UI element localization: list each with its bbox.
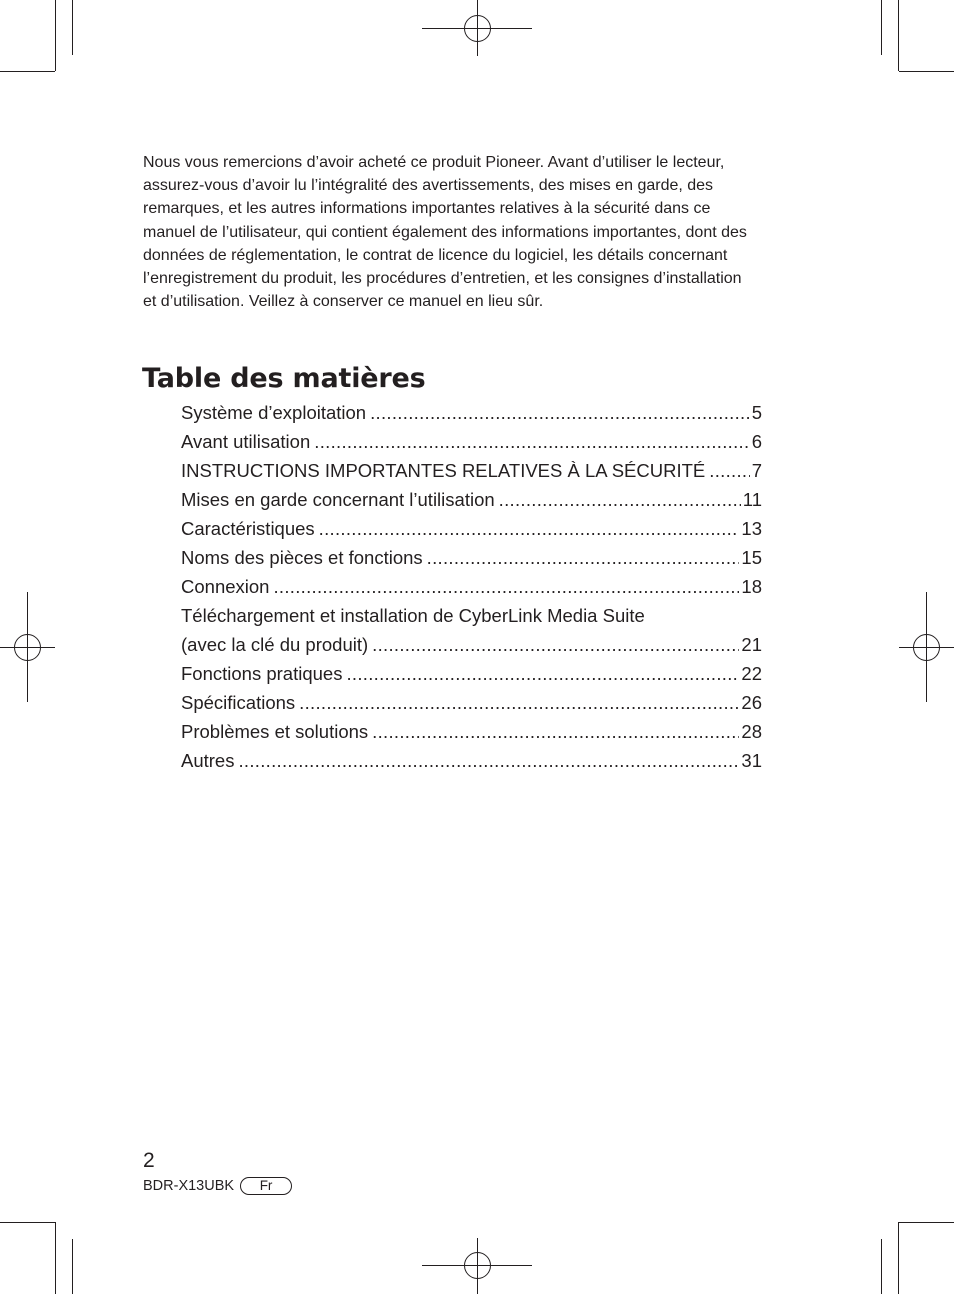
toc-entry-title: Système d’exploitation — [181, 402, 367, 423]
toc-entry[interactable] — [181, 514, 762, 543]
toc-entry-page: 13 — [741, 518, 762, 539]
toc-dot-leader — [299, 688, 739, 717]
toc-entry[interactable] — [181, 543, 762, 572]
intro-line: assurez-vous d’avoir lu l’intégralité des avertissements, des mises en garde, des — [143, 177, 714, 195]
toc-entry-title: (avec la clé du produit) — [181, 634, 369, 655]
toc-entry-title: Avant utilisation — [181, 431, 311, 452]
toc-entry-page: 15 — [741, 547, 762, 568]
toc-entry-title: Mises en garde concernant l’utilisation — [181, 489, 495, 510]
model-number: BDR-X13UBK — [143, 1178, 235, 1194]
toc-entry[interactable] — [181, 456, 762, 485]
toc-dot-leader — [427, 543, 740, 572]
toc-entry-page: 21 — [741, 634, 762, 655]
toc-dot-leader — [319, 514, 740, 543]
intro-line: manuel de l’utilisateur, qui contient également des informations importantes, dont des — [143, 223, 747, 241]
toc-entry-page: 22 — [741, 663, 762, 684]
footer — [143, 1176, 292, 1196]
toc-dot-leader — [273, 572, 739, 601]
intro-line: et d’utilisation. Veillez à conserver ce manuel en lieu sûr. — [143, 293, 544, 311]
toc-dot-leader — [370, 398, 750, 427]
toc-entry[interactable] — [181, 398, 762, 427]
toc-entry-page: 7 — [751, 460, 762, 481]
toc-entry-page: 11 — [742, 489, 762, 510]
language-badge: Fr — [240, 1177, 292, 1195]
intro-line: Nous vous remercions d’avoir acheté ce produit Pioneer. Avant d’utiliser le lecteur, — [143, 154, 725, 171]
toc-entry-page: 5 — [751, 402, 762, 423]
toc-dot-leader — [346, 659, 739, 688]
toc-entry-title: Spécifications — [181, 692, 296, 713]
toc-entry-page: 6 — [751, 431, 762, 452]
toc-entry[interactable] — [181, 717, 762, 746]
registration-mark-bottom — [422, 1238, 532, 1294]
toc-entry-page: 26 — [741, 692, 762, 713]
table-of-contents — [181, 398, 762, 775]
toc-dot-leader — [238, 746, 739, 775]
page-number: 2 — [143, 1149, 155, 1172]
toc-dot-leader — [709, 456, 749, 485]
toc-entry[interactable] — [181, 688, 762, 717]
toc-entry-title: Téléchargement et installation de CyberLink Media Suite — [181, 605, 645, 626]
toc-entry-page: 28 — [741, 721, 762, 742]
toc-entry-title: Connexion — [181, 576, 270, 597]
toc-dot-leader — [372, 630, 739, 659]
toc-entry[interactable] — [181, 485, 762, 514]
toc-entry-title: Fonctions pratiques — [181, 663, 343, 684]
toc-entry[interactable] — [181, 427, 762, 456]
intro-paragraph — [143, 151, 811, 313]
toc-entry — [181, 601, 762, 630]
registration-mark-top — [422, 0, 532, 56]
toc-dot-leader — [372, 717, 739, 746]
registration-mark-left — [0, 592, 55, 702]
toc-entry-title: Problèmes et solutions — [181, 721, 369, 742]
intro-line: remarques, et les autres informations importantes relatives à la sécurité dans ce — [143, 200, 711, 218]
toc-entry[interactable] — [181, 630, 762, 659]
toc-entry-title: Autres — [181, 750, 235, 771]
toc-entry-title: INSTRUCTIONS IMPORTANTES RELATIVES À LA SÉCURITÉ — [181, 460, 706, 481]
toc-entry-page: 18 — [741, 576, 762, 597]
toc-title: Table des matières — [142, 363, 426, 394]
toc-entry[interactable] — [181, 659, 762, 688]
intro-line: l’enregistrement du produit, les procédures d’entretien, et les consignes d’installation — [143, 270, 742, 288]
toc-dot-leader — [314, 427, 749, 456]
toc-dot-leader — [499, 485, 741, 514]
toc-entry[interactable] — [181, 746, 762, 775]
toc-entry-title: Noms des pièces et fonctions — [181, 547, 423, 568]
toc-entry-title: Caractéristiques — [181, 518, 315, 539]
intro-line: données de réglementation, le contrat de licence du logiciel, les détails concernant — [143, 246, 728, 264]
toc-entry[interactable] — [181, 572, 762, 601]
toc-entry-page: 31 — [741, 750, 762, 771]
registration-mark-right — [899, 592, 954, 702]
